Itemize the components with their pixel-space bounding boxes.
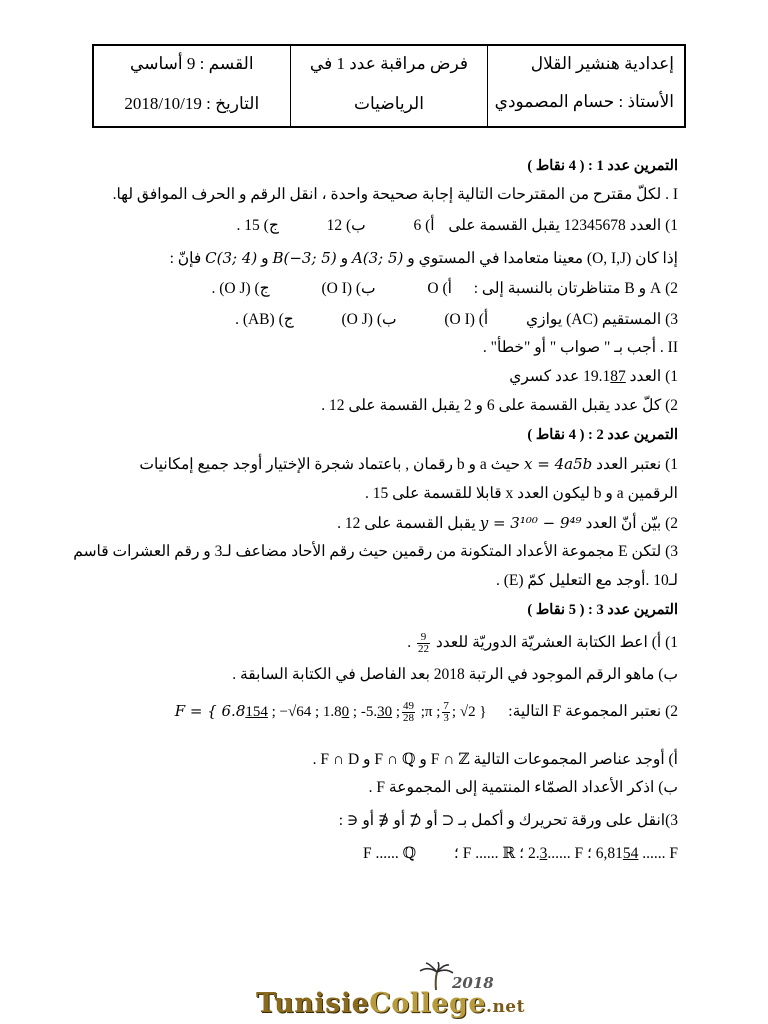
tf1-number-period: 87: [610, 368, 626, 385]
set-F-definition: [175, 701, 487, 724]
ex1-true-false-2: 2) كلّ عدد يقبل القسمة على 6 و 2 يقبل القسمة على 12 .: [321, 397, 678, 414]
ex1-q2-option-a: أ) O: [427, 280, 452, 297]
fill-separator-2: ؛: [519, 845, 525, 862]
ex2-line-1: [139, 454, 678, 475]
fraction-7-over-3: [442, 701, 450, 724]
ex1-part-I-instruction: I . لكلّ مقترح من المقترحات التالية إجابة صحيحة واحدة ، انقل الرقم و الحرف الموافق لها.: [112, 186, 678, 203]
ex1-q3-option-a: أ) (O I): [444, 311, 489, 328]
ex1-true-false-1: [509, 367, 678, 387]
fill1-head: 6,81: [595, 845, 623, 862]
date-label: التاريخ : 2018/10/19: [124, 94, 260, 113]
ex2-line-3: [337, 513, 678, 534]
fraction-denominator: 28: [403, 712, 414, 725]
subject-label: الرياضيات: [353, 94, 424, 113]
frame-and-2: و: [261, 250, 269, 267]
teacher-name: الأستاذ : حسام المصمودي: [494, 92, 674, 111]
fill2-tail: ...... F: [547, 845, 584, 862]
ex3-line-2: ب) ماهو الرقم الموجود في الرتبة 2018 بعد الفاصل في الكتابة السابقة .: [232, 666, 678, 683]
exam-header-table: [92, 44, 686, 128]
ex1-frame-statement: [170, 248, 678, 269]
fill-item-1: [596, 844, 678, 864]
tf1-number-head: 19.1: [583, 368, 611, 385]
ex1-q1-option-b: ب) 12: [326, 217, 366, 234]
fraction-numerator: 49: [403, 700, 414, 713]
frame-text: إذا كان (O, I,J) معينا متعامدا في المستوي و: [407, 250, 678, 267]
fill-item-2: [528, 844, 583, 864]
fill-separator-1: ؛: [586, 845, 592, 862]
ex1-q1-option-a: أ) 6: [413, 217, 435, 234]
set-repeat-3: 30: [377, 704, 393, 720]
school-name: إعدادية هنشير القلال: [530, 54, 674, 73]
fraction-49-over-28: [402, 701, 415, 724]
ex1-question-1: [237, 216, 678, 236]
tf1-prefix: 1) العدد: [629, 368, 678, 385]
set-part-2: ; −√64 ; 1.8: [267, 704, 342, 720]
fraction-9-over-22: [417, 632, 430, 655]
ex3-line-1: 1) أ) اعط الكتابة العشريّة الدوريّة للعدد $\frac{9}{22}$ .: [407, 631, 678, 655]
frame-then: فإنّ :: [169, 250, 202, 267]
ex2-y-expression: y = 3¹⁰⁰ − 9⁴⁹: [479, 514, 582, 532]
ex1-q1-option-c: ج) 15 .: [236, 217, 279, 234]
ex1-q1-text: 1) العدد 12345678 يقبل القسمة على: [448, 217, 678, 234]
header-school-cell: [488, 46, 684, 126]
fill-item-3: F ...... ℝ: [462, 845, 516, 862]
logo-year: 2018: [452, 974, 494, 992]
exercise-3-title: التمرين عدد 3 : ( 5 نقاط ): [527, 602, 678, 618]
ex1-part-II-instruction: II . أجب بـ " صواب " أو "خطأ" .: [482, 339, 678, 356]
ex3-l3-prefix: 2) نعتبر المجموعة F التالية:: [508, 703, 678, 720]
logo-tld: .net: [486, 997, 525, 1017]
ex1-q2-option-c: ج) (O J) .: [211, 280, 270, 297]
set-part-5: ;π ;: [417, 704, 441, 720]
ex2-line-4: 3) لتكن E مجموعة الأعداد المتكونة من رقمين حيث رقم الأحاد مضاعف لـ3 و رقم العشرات قاسم: [73, 543, 678, 560]
point-A: A(3; 5): [351, 249, 404, 267]
ex3-fill-in-line: [363, 844, 678, 864]
set-part-4: ;: [392, 704, 400, 720]
fill-item-4: F ...... ℚ: [363, 845, 417, 862]
frame-and-1: و: [340, 250, 349, 267]
ex1-q2-text: 2) A و B متناظرتان بالنسبة إلى :: [473, 280, 678, 297]
ex2-l3-prefix: 2) بيّن أنّ العدد: [585, 515, 678, 532]
fraction-denominator: 22: [417, 643, 429, 655]
ex3-line-5: ب) اذكر الأعداد الصمّاء المنتمية إلى المجموعة F .: [368, 779, 678, 796]
ex3-line-3: [175, 701, 678, 724]
ex2-l1-prefix: 1) نعتبر العدد: [596, 456, 678, 473]
ex1-q3-option-c: ج) (AB) .: [235, 311, 294, 328]
set-repeat-2: 0: [341, 704, 350, 720]
set-part-6: ; √2 }: [451, 704, 487, 720]
exercise-1-title: التمرين عدد 1 : ( 4 نقاط ): [527, 158, 678, 174]
ex2-x-expression: x = 4a5b: [524, 455, 593, 473]
ex1-q3-option-b: ب) (O J): [341, 311, 397, 328]
ex1-question-2: [211, 279, 678, 299]
set-repeat-1: 154: [245, 704, 268, 720]
ex1-question-3: [235, 310, 678, 330]
header-exam-cell: [291, 46, 489, 126]
fill1-period: 54: [622, 845, 639, 862]
logo-word-2: College: [369, 988, 487, 1019]
site-logo[interactable]: [256, 988, 526, 1022]
fraction-numerator: 7: [443, 700, 449, 713]
point-B: B(−3; 5): [272, 249, 337, 267]
ex1-q3-text: 3) المستقيم (AC) يوازي: [526, 311, 678, 328]
ex1-q2-option-b: ب) (O I): [321, 280, 376, 297]
point-C: C(3; 4): [205, 249, 258, 267]
fraction-numerator: 9: [417, 632, 430, 644]
ex2-line-2: الرقمين a و b ليكون العدد x قابلا للقسمة على 15 .: [364, 485, 678, 502]
exercise-2-title: التمرين عدد 2 : ( 4 نقاط ): [527, 427, 678, 443]
fill2-period: 3: [539, 845, 548, 862]
ex3-line-4: أ) أوجد عناصر المجموعات التالية F ∩ ℤ و F ∩ ℚ و F ∩ D .: [312, 751, 678, 768]
set-open: F = { 6.8: [174, 702, 246, 720]
tf1-number: [583, 367, 626, 387]
ex2-line-5: لـ10 .أوجد مع التعليل كمّ (E) .: [495, 572, 678, 589]
fill-separator-3: ؛: [453, 845, 459, 862]
ex3-line-6: 3)انقل على ورقة تحريرك و أكمل بـ ⊂ أو ⊄ أو ∉ أو ∈ :: [338, 812, 678, 829]
exam-title: فرض مراقبة عدد 1 في: [309, 54, 468, 73]
fraction-denominator: 3: [443, 712, 449, 725]
header-class-date-cell: [94, 46, 291, 126]
fill2-head: 2.: [527, 845, 540, 862]
logo-word-1: Tunisie: [256, 988, 370, 1019]
set-part-3: ; -5.: [349, 704, 378, 720]
tf1-suffix: عدد كسري: [509, 368, 580, 385]
ex3-l1-text: 1) أ) اعط الكتابة العشريّة الدوريّة للعدد: [435, 634, 678, 652]
class-label: القسم : 9 أساسي: [130, 54, 254, 73]
ex2-l1-suffix: حيث a و b رقمان , باعتماد شجرة الإختيار أوجد جميع إمكانيات: [139, 456, 521, 473]
ex2-l3-suffix: يقبل القسمة على 12 .: [337, 515, 476, 532]
fill1-tail: ...... F: [638, 845, 678, 862]
